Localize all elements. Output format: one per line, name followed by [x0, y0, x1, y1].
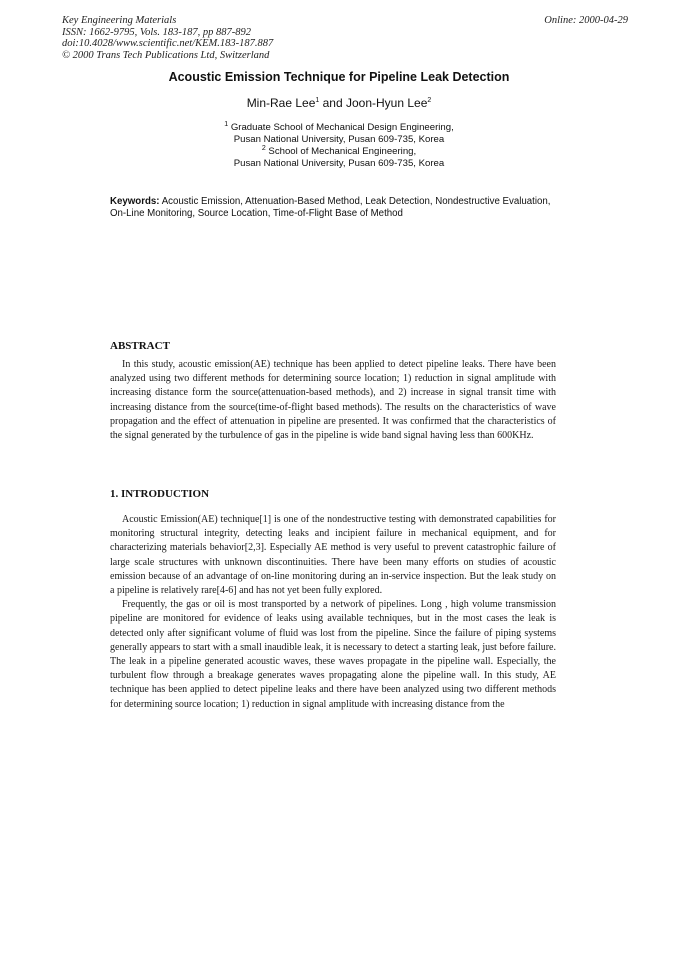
- copyright-line: © 2000 Trans Tech Publications Ltd, Switzerland: [62, 49, 270, 61]
- author-1-sup: 1: [315, 97, 320, 104]
- author-1: Min-Rae Lee: [246, 96, 316, 110]
- keywords-label: Keywords:: [110, 196, 160, 207]
- affiliation-1-text: Graduate School of Mechanical Design Engineering,: [230, 122, 454, 133]
- journal-info: [62, 15, 273, 61]
- intro-paragraph-2: Frequently, the gas or oil is most transported by a network of pipelines. Long , high volume transmission pipeline are monitored for evidence of leaks using available techniques, but in the most cases the leak is detected only after significant volume of fluid was lost from the pipeline. Since the failure of piping systems generally appears to start with a small inaudible leak, it is necessary to detect a starting leak, just before failure. The leak in a pipeline generated acoustic waves, these waves propagate in the pipeline wall. Especially, the turbulent flow through a breakage generates waves propagating alone the pipeline wall. In this study, AE technique has been applied to detect pipeline leaks and there have been analyzed using two different methods for determining source location; 1) reduction in signal amplitude with increasing distance from the: [110, 599, 556, 710]
- affiliation-1-line-1: [0, 122, 678, 134]
- paper-title: Acoustic Emission Technique for Pipeline Leak Detection: [168, 70, 510, 84]
- affiliation-2-line-1: [0, 146, 678, 158]
- affiliation-2-sup: 2: [261, 144, 266, 152]
- introduction-body: [110, 513, 556, 712]
- affiliation-2-line-2: Pusan National University, Pusan 609-735, Korea: [233, 158, 445, 169]
- doi-line: doi:10.4028/www.scientific.net/KEM.183-187.887: [62, 38, 274, 49]
- introduction-heading: 1. INTRODUCTION: [110, 488, 210, 500]
- keywords-text: Acoustic Emission, Attenuation-Based Method, Leak Detection, Nondestructive Evaluation, On-Line Monitoring, Source Location, Time-of-Flight Base of Method: [110, 196, 554, 219]
- author-2: Joon-Hyun Lee: [346, 96, 428, 110]
- issn-line: ISSN: 1662-9795, Vols. 183-187, pp 887-892: [62, 26, 251, 38]
- journal-name: Key Engineering Materials: [62, 15, 177, 26]
- author-2-sup: 2: [427, 97, 432, 104]
- author-and: and: [319, 96, 346, 110]
- abstract-body: [110, 358, 556, 443]
- abstract-paragraph: In this study, acoustic emission(AE) technique has been applied to detect pipeline leaks. There have been analyzed using two different methods for determining source location; 1) reduction in signal amplitude with increasing distance form the source(attenuation-based methods), and 2) increase in signal transit time with increasing distance from the source(time-of-flight based methods). The results on the characteristics of wave propagation and the effect of attenuation in pipeline are presented. It was confirmed that the characteristics of the signal generated by the turbulence of gas in the pipeline is wide band signal having less than 600KHz.: [110, 359, 556, 442]
- abstract-heading: ABSTRACT: [110, 340, 170, 352]
- author-line: [0, 96, 678, 110]
- affiliations: [0, 122, 678, 170]
- intro-paragraph-1: Acoustic Emission(AE) technique[1] is one of the nondestructive testing with demonstrated capabilities for monitoring structural integrity, detecting leaks and incipient failure in mechanical equipment, and for characterizing materials behavior[2,3]. Especially AE method is very useful to prevent catastrophic failure of large scale structures with unknown discontinuities. There have been many efforts on studies of acoustic emission because of an advantage of on-line monitoring during an in-service inspection. But the leak study on a pipeline is relatively rare[4-6] and has not yet been fully explored.: [110, 514, 556, 597]
- affiliation-1-line-2: Pusan National University, Pusan 609-735, Korea: [233, 134, 445, 145]
- affiliation-1-sup: 1: [224, 120, 229, 128]
- online-date: Online: 2000-04-29: [544, 15, 628, 26]
- keywords: [110, 196, 565, 220]
- affiliation-2-text: School of Mechanical Engineering,: [268, 146, 417, 157]
